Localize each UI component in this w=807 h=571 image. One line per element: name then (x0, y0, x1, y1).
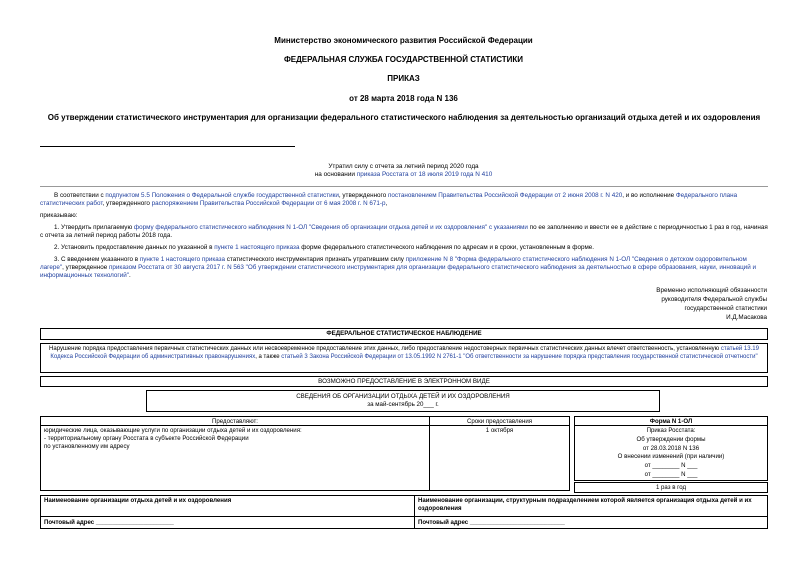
col-header-form: Форма N 1-ОЛ (574, 416, 768, 426)
paragraph-3 (40, 256, 768, 281)
status-prefix: на основании (314, 171, 357, 179)
text: , утвержденного (338, 192, 388, 199)
order-word: приказываю: (40, 212, 78, 219)
signature-line: Временно исполняющий обязанности (656, 287, 767, 294)
paragraph-1 (40, 224, 768, 240)
text: , утвержденное (62, 264, 109, 272)
status-line2 (0, 171, 807, 179)
text: , и во исполнение (622, 192, 676, 199)
terms-cell: 1 октября (429, 425, 570, 491)
form-line: от 28.03.2018 N 136 (642, 444, 700, 452)
link-order-563[interactable]: приказом Росстата от 30 августа 2017 г. N 563 "Об утверждении статистического инструментария для организации федерального статистического наблюдения за деятельностью в сфере образования, науки, инноваций и информационных технологий" (40, 264, 756, 280)
periodicity-cell: 1 раз в год (574, 482, 768, 493)
link-federal-plan[interactable]: Федерального плана статистических работ (40, 192, 738, 208)
link-order-671[interactable]: распоряжением Правительства Российской Федерации от 6 мая 2008 г. N 671-р (151, 200, 386, 208)
postal-address-field[interactable]: Почтовый адрес _______________________ (40, 516, 415, 529)
text: 1. Утвердить прилагаемую (54, 224, 134, 231)
text: Нарушение порядка предоставления первичных статистических данных или несвоевременное предоставление этих данных, либо предоставление недостоверных первичных статистических данных влечет ответственность, установленную (49, 346, 721, 352)
provide-line: юридические лица, оказывающие услуги по организации отдыха детей и их оздоровления: (44, 427, 302, 434)
col-header-terms: Сроки предоставления (429, 416, 570, 426)
provide-line: по установленному им адресу (44, 442, 130, 450)
divider (40, 186, 768, 187)
signature-line: руководителя Федеральной службы (661, 296, 767, 304)
paragraph-basis (40, 192, 768, 208)
doc-date-number: от 28 марта 2018 года N 136 (349, 94, 458, 103)
text: статистического инструментария признать утратившим силу (225, 256, 406, 263)
signature-line: государственной статистики (684, 305, 767, 313)
divider (40, 146, 295, 147)
provide-line: - территориальному органу Росстата в субъекте Российской Федерации (44, 434, 249, 442)
doc-title: Об утверждении статистического инструментария для организации федерального статистического наблюдения за деятельностью организаций отдыха детей и их оздоровления (47, 113, 761, 122)
form-line: Об утверждении формы (636, 435, 706, 443)
link-regulation[interactable]: подпунктом 5.5 Положения о Федеральной службе государственной статистики (105, 192, 339, 199)
status-note (0, 163, 807, 180)
text: В соответствии с (54, 192, 106, 199)
liability-warning (40, 343, 768, 373)
text: 2. Установить предоставление данных по указанной в (54, 244, 215, 251)
form-line: О внесении изменений (при наличии) (617, 453, 725, 461)
text: форме федерального статистического наблюдения по адресам и в сроки, установленным в форме. (299, 244, 595, 251)
text: 3. С введением указанного в (54, 256, 140, 263)
parent-org-name-label: Наименование организации, структурным подразделением которой является организация отдыха детей и их оздоровления (414, 495, 768, 517)
link-resolution[interactable]: постановлением Правительства Российской Федерации от 2 июня 2008 г. N 420 (387, 192, 623, 199)
form-line: от ________ N ___ (644, 471, 698, 479)
report-info-box (146, 390, 660, 412)
form-approval-cell (574, 425, 768, 481)
link-koap[interactable]: статьей 13.19 Кодекса Российской Федерации об административных правонарушениях (50, 346, 759, 360)
report-period: за май-сентябрь 20___ г. (367, 401, 439, 409)
link-point-1b[interactable]: пункте 1 настоящего приказа (139, 256, 226, 263)
electronic-note: ВОЗМОЖНО ПРЕДОСТАВЛЕНИЕ В ЭЛЕКТРОННОМ ВИДЕ (40, 376, 768, 387)
signature-block (656, 286, 767, 323)
form-line: от ________ N ___ (644, 462, 698, 470)
provide-cell (40, 425, 430, 491)
col-header-provide: Предоставляют: (40, 416, 430, 426)
report-title: СВЕДЕНИЯ ОБ ОРГАНИЗАЦИИ ОТДЫХА ДЕТЕЙ И ИХ ОЗДОРОВЛЕНИЯ (296, 393, 510, 400)
link-appendix-8[interactable]: приложение N 8 "Форма федерального статистического наблюдения N 1-ОЛ "Сведения о детском оздоровительном лагере" (40, 256, 747, 272)
parent-postal-address-field[interactable]: Почтовый адрес ____________________________ (414, 516, 768, 529)
link-law-2761[interactable]: статьей 3 Закона Российской Федерации от 13.05.1992 N 2761-1 "Об ответственности за нарушение порядка представления государственной статистической отчетности" (281, 353, 758, 360)
service-name: ФЕДЕРАЛЬНАЯ СЛУЖБА ГОСУДАРСТВЕННОЙ СТАТИСТИКИ (283, 55, 524, 64)
fsn-title: ФЕДЕРАЛЬНОЕ СТАТИСТИЧЕСКОЕ НАБЛЮДЕНИЕ (40, 328, 768, 340)
signature-name: И.Д.Масакова (726, 314, 767, 322)
paragraph-2 (40, 244, 768, 252)
link-point-1[interactable]: пункте 1 настоящего приказа (214, 244, 300, 251)
ministry-name: Министерство экономического развития Российской Федерации (274, 36, 533, 45)
org-name-label: Наименование организации отдыха детей и их оздоровления (40, 495, 415, 517)
status-line1: Утратил силу с отчета за летний период 2020 года (328, 163, 479, 170)
status-link[interactable]: приказа Росстата от 18 июля 2019 года N 410 (356, 171, 493, 179)
link-form-1ol[interactable]: форму федерального статистического наблюдения N 1-ОЛ "Сведения об организации отдыха детей и их оздоровления" с указаниями (133, 224, 528, 231)
text: , (385, 200, 388, 208)
text: . (129, 272, 131, 280)
text: , а также (255, 353, 282, 360)
text: , утвержденного (102, 200, 152, 208)
doc-type: ПРИКАЗ (387, 74, 420, 83)
text: по ее заполнению и ввести ее в действие с периодичностью 1 раз в год, начиная с отчета за летний период работы 2018 года. (40, 224, 768, 240)
form-line: Приказ Росстата: (646, 427, 696, 434)
